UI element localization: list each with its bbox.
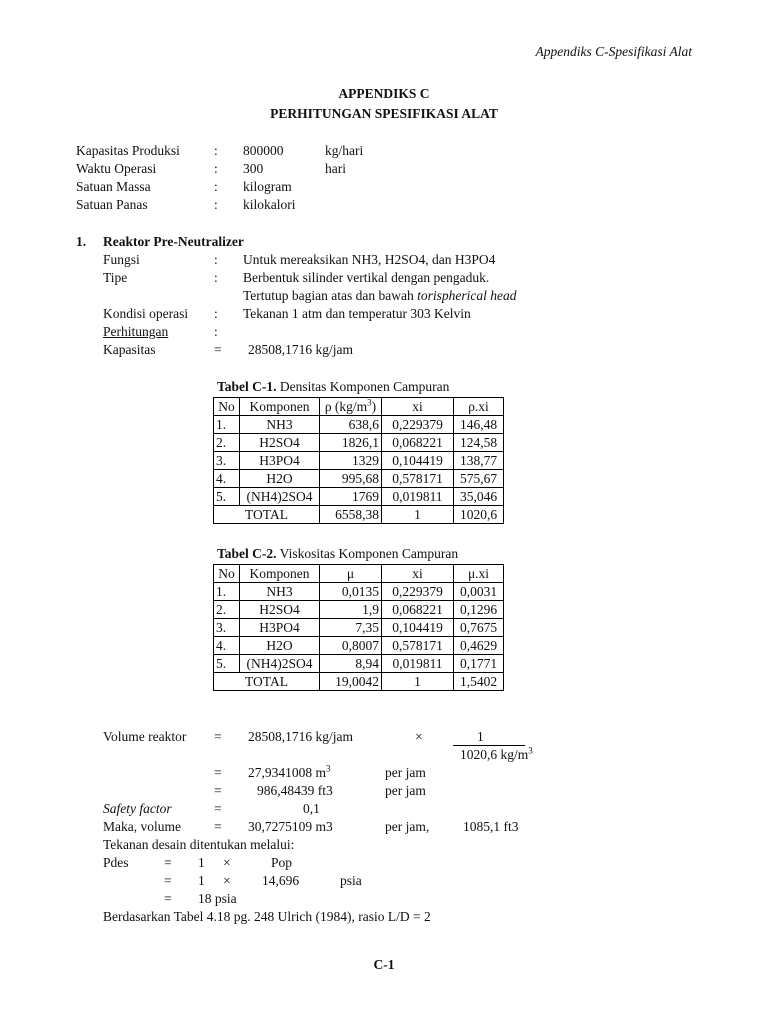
- general-label: Waktu Operasi: [76, 161, 157, 176]
- table-cell: 0,4629: [454, 637, 504, 655]
- table-cell: 3.: [214, 452, 240, 470]
- equals-sign: =: [214, 729, 222, 744]
- table1-caption-label: Tabel C-1.: [217, 379, 277, 394]
- table-cell: 0,0135: [320, 583, 382, 601]
- volume-value: 28508,1716 kg/jam: [248, 729, 353, 744]
- table-cell: H3PO4: [240, 619, 320, 637]
- viscosity-table: [213, 564, 504, 691]
- table1-caption-text: Densitas Komponen Campuran: [276, 379, 450, 394]
- col-header-text: ): [371, 399, 377, 414]
- table-total-row: [214, 673, 504, 691]
- table-cell: 0,8007: [320, 637, 382, 655]
- equals-sign: =: [164, 855, 172, 870]
- table1-caption: [217, 379, 449, 395]
- table-cell: 0,1771: [454, 655, 504, 673]
- table-cell: 4.: [214, 637, 240, 655]
- total-label: TOTAL: [214, 673, 320, 691]
- colon: :: [214, 161, 218, 176]
- table-row: [214, 434, 504, 452]
- table-cell: 0,229379: [382, 583, 454, 601]
- colon: :: [214, 143, 218, 158]
- superscript: 3: [367, 397, 372, 408]
- fraction-bar: [453, 745, 525, 746]
- safety-factor-value: 0,1: [303, 801, 320, 816]
- fungsi-value: Untuk mereaksikan NH3, H2SO4, dan H3PO4: [243, 252, 496, 267]
- superscript: 3: [326, 763, 331, 774]
- table-cell: 6558,38: [320, 506, 382, 524]
- colon: :: [214, 252, 218, 267]
- table-cell: 1020,6: [454, 506, 504, 524]
- tipe-value-text: Tertutup bagian atas dan bawah: [243, 288, 418, 303]
- fraction-numerator: 1: [477, 729, 484, 744]
- table-cell: 138,77: [454, 452, 504, 470]
- table-cell: 1769: [320, 488, 382, 506]
- pop-symbol: Pop: [271, 855, 293, 870]
- table-cell: 0,578171: [382, 470, 454, 488]
- running-header: Appendiks C-Spesifikasi Alat: [535, 44, 692, 59]
- table-cell: 5.: [214, 488, 240, 506]
- equals-sign: =: [214, 801, 222, 816]
- table-row: [214, 655, 504, 673]
- general-value: kilogram: [243, 179, 292, 194]
- table-cell: H2O: [240, 470, 320, 488]
- table-cell: 1.: [214, 416, 240, 434]
- page-number: C-1: [373, 957, 395, 972]
- general-value: 300: [243, 161, 264, 176]
- factor-one: 1: [198, 873, 205, 888]
- table-cell: 0,578171: [382, 637, 454, 655]
- equals-sign: =: [214, 819, 222, 834]
- appendix-title: APPENDIKS C: [338, 86, 430, 101]
- per-jam: per jam,: [385, 819, 430, 834]
- times-sign: ×: [223, 855, 231, 870]
- kapasitas-value: 28508,1716 kg/jam: [248, 342, 353, 357]
- table-row: [214, 452, 504, 470]
- volume-m3-text: 27,9341008 m: [248, 765, 327, 780]
- psia-unit: psia: [340, 873, 362, 888]
- maka-volume-ft3: 1085,1 ft3: [463, 819, 519, 834]
- table-cell: 1: [382, 673, 454, 691]
- tipe-value: Berbentuk silinder vertikal dengan pengaduk.: [243, 270, 490, 285]
- table-cell: 1,5402: [454, 673, 504, 691]
- table-cell: 124,58: [454, 434, 504, 452]
- volume-label: Volume reaktor: [103, 729, 187, 744]
- table2-caption-text: Viskositas Komponen Campuran: [276, 546, 459, 561]
- equals-sign: =: [164, 891, 172, 906]
- table-cell: 0,068221: [382, 434, 454, 452]
- table-cell: 638,6: [320, 416, 382, 434]
- kondisi-label: Kondisi operasi: [103, 306, 189, 321]
- tipe-value-italic: torispherical head: [417, 288, 517, 303]
- total-label: TOTAL: [214, 506, 320, 524]
- colon: :: [214, 270, 218, 285]
- col-header: xi: [382, 565, 454, 583]
- table-row: [214, 601, 504, 619]
- table-cell: 0,7675: [454, 619, 504, 637]
- fungsi-label: Fungsi: [103, 252, 140, 267]
- equals-sign: =: [214, 342, 222, 357]
- col-header: No: [214, 398, 240, 416]
- table-row: [214, 416, 504, 434]
- general-value: 800000: [243, 143, 284, 158]
- table2-caption: [217, 546, 458, 562]
- table-cell: 1,9: [320, 601, 382, 619]
- factor-one: 1: [198, 855, 205, 870]
- col-header: Komponen: [240, 565, 320, 583]
- table-cell: 7,35: [320, 619, 382, 637]
- general-label: Satuan Panas: [76, 197, 148, 212]
- table-cell: 2.: [214, 434, 240, 452]
- table-cell: 3.: [214, 619, 240, 637]
- table-cell: 0,019811: [382, 655, 454, 673]
- kapasitas-label: Kapasitas: [103, 342, 156, 357]
- table-cell: 0,1296: [454, 601, 504, 619]
- table-cell: 1329: [320, 452, 382, 470]
- col-header: μ: [320, 565, 382, 583]
- fraction-denominator-text: 1020,6 kg/m: [460, 747, 529, 762]
- general-value: kilokalori: [243, 197, 296, 212]
- maka-volume-value: 30,7275109 m3: [248, 819, 333, 834]
- general-unit: hari: [325, 161, 346, 176]
- table-cell: H2O: [240, 637, 320, 655]
- table-cell: H2SO4: [240, 434, 320, 452]
- volume-ft3: 986,48439 ft3: [257, 783, 333, 798]
- table-cell: 0,0031: [454, 583, 504, 601]
- table-cell: H3PO4: [240, 452, 320, 470]
- perhitungan-label: Perhitungan: [103, 324, 169, 339]
- table-cell: 19,0042: [320, 673, 382, 691]
- ulrich-ratio-text: Berdasarkan Tabel 4.18 pg. 248 Ulrich (1984), rasio L/D = 2: [103, 909, 431, 924]
- times-sign: ×: [415, 729, 423, 744]
- appendix-subtitle: PERHITUNGAN SPESIFIKASI ALAT: [270, 106, 498, 121]
- table-cell: (NH4)2SO4: [240, 488, 320, 506]
- colon: :: [214, 306, 218, 321]
- safety-factor-label: Safety factor: [103, 801, 172, 816]
- table-cell: 5.: [214, 655, 240, 673]
- pdes-result: 18 psia: [198, 891, 237, 906]
- equals-sign: =: [214, 783, 222, 798]
- table-row: [214, 583, 504, 601]
- table-total-row: [214, 506, 504, 524]
- kondisi-value: Tekanan 1 atm dan temperatur 303 Kelvin: [243, 306, 471, 321]
- table-cell: 0,019811: [382, 488, 454, 506]
- table-cell: NH3: [240, 583, 320, 601]
- table-cell: 0,104419: [382, 619, 454, 637]
- table-cell: 1826,1: [320, 434, 382, 452]
- table-cell: (NH4)2SO4: [240, 655, 320, 673]
- maka-volume-label: Maka, volume: [103, 819, 181, 834]
- volume-m3: [248, 765, 331, 781]
- table2-caption-label: Tabel C-2.: [217, 546, 277, 561]
- table-cell: 8,94: [320, 655, 382, 673]
- fraction-denominator: [460, 747, 533, 763]
- pdes-label: Pdes: [103, 855, 129, 870]
- table-cell: 146,48: [454, 416, 504, 434]
- col-header: xi: [382, 398, 454, 416]
- equals-sign: =: [214, 765, 222, 780]
- table-cell: 2.: [214, 601, 240, 619]
- superscript: 3: [528, 745, 533, 756]
- colon: :: [214, 324, 218, 339]
- table-header-row: [214, 398, 504, 416]
- general-unit: kg/hari: [325, 143, 364, 158]
- per-jam: per jam: [385, 765, 426, 780]
- table-header-row: [214, 565, 504, 583]
- table-cell: 0,104419: [382, 452, 454, 470]
- col-header: No: [214, 565, 240, 583]
- table-cell: 1.: [214, 583, 240, 601]
- density-table: [213, 397, 504, 524]
- table-cell: 35,046: [454, 488, 504, 506]
- pop-value: 14,696: [262, 873, 300, 888]
- section-number: 1.: [76, 234, 87, 249]
- table-cell: 575,67: [454, 470, 504, 488]
- tipe-value-line2: [243, 288, 517, 304]
- table-row: [214, 619, 504, 637]
- equals-sign: =: [164, 873, 172, 888]
- table-row: [214, 470, 504, 488]
- general-label: Satuan Massa: [76, 179, 151, 194]
- tekanan-text: Tekanan desain ditentukan melalui:: [103, 837, 295, 852]
- tipe-label: Tipe: [103, 270, 128, 285]
- section-title: Reaktor Pre-Neutralizer: [103, 234, 244, 249]
- table-cell: 0,229379: [382, 416, 454, 434]
- table-cell: 0,068221: [382, 601, 454, 619]
- table-cell: NH3: [240, 416, 320, 434]
- col-header: [320, 398, 382, 416]
- general-label: Kapasitas Produksi: [76, 143, 180, 158]
- colon: :: [214, 179, 218, 194]
- colon: :: [214, 197, 218, 212]
- table-cell: 995,68: [320, 470, 382, 488]
- table-row: [214, 637, 504, 655]
- table-cell: 1: [382, 506, 454, 524]
- col-header: μ.xi: [454, 565, 504, 583]
- per-jam: per jam: [385, 783, 426, 798]
- col-header: ρ.xi: [454, 398, 504, 416]
- times-sign: ×: [223, 873, 231, 888]
- table-row: [214, 488, 504, 506]
- col-header: Komponen: [240, 398, 320, 416]
- table-cell: H2SO4: [240, 601, 320, 619]
- col-header-text: ρ (kg/m: [324, 399, 368, 414]
- table-cell: 4.: [214, 470, 240, 488]
